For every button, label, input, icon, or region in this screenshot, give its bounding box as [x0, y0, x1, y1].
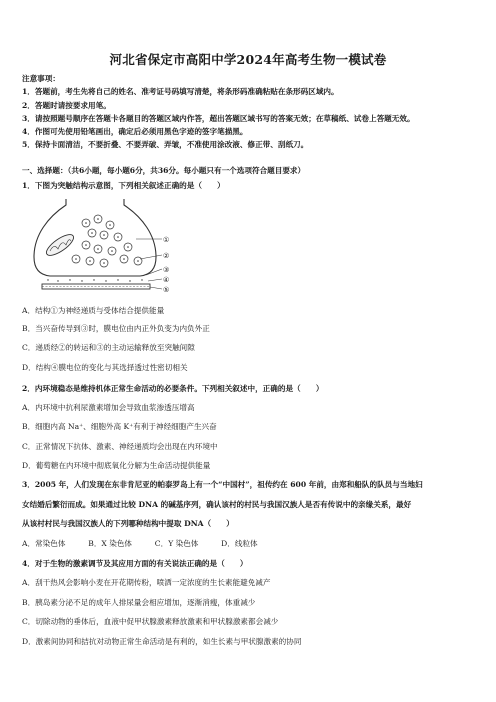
q2-option-c: C．正常情况下抗体、激素、神经递质均会出现在内环境中: [22, 442, 218, 451]
q4-option-c: C．切除动物的垂体后，血液中促甲状腺激素释放激素和甲状腺激素都会减少: [22, 617, 279, 626]
note-item: 4．作图可先使用铅笔画出，确定后必须用黑色字迹的签字笔描黑。: [22, 127, 248, 136]
q4-option-d: D．激素间协同和拮抗对动物正常生命活动是有利的，如生长素与甲状腺激素的协同: [22, 637, 302, 646]
q4-option-b: B．胰岛素分泌不足的成年人排尿量会相应增加，逐渐消瘦，体重减少: [22, 598, 256, 607]
q3-stem-line-2: 女结婚后繁衍而成。如果通过比较 DNA 的碱基序列，确认该村的村民与我国汉族人是否有传说中的亲缘关系，最好: [22, 500, 412, 509]
q4-stem: 4．对于生物的激素调节及其应用方面的有关说法正确的是（ ）: [22, 559, 248, 568]
q1-option-c: C．递质经②的转运和③的主动运输释放至突触间隙: [22, 343, 195, 352]
label-2: ②: [163, 252, 170, 260]
page-title: 河北省保定市高阳中学2024年高考生物一模试卷: [109, 52, 387, 67]
postsynaptic-membrane: [42, 284, 150, 289]
q1-stem: 1．下图为突触结构示意图，下列相关叙述正确的是（ ）: [22, 181, 225, 190]
note-item: 1．答题前，考生先将自己的姓名、准考证号码填写清楚，将条形码准确粘贴在条形码区域内。: [22, 87, 339, 96]
cleft-transmitter-dots: [47, 279, 142, 281]
note-item: 2．答题时请按要求用笔。: [22, 101, 111, 110]
notes-heading: 注意事项：: [22, 74, 60, 83]
q1-option-d: D．结构④膜电位的变化与其选择透过性密切相关: [22, 363, 188, 372]
q1-option-a: A．结构①为神经递质与受体结合提供能量: [22, 306, 165, 315]
q4-option-a: A．刮干热风会影响小麦在开花期传粉，喷洒一定浓度的生长素能避免减产: [22, 578, 271, 587]
q2-option-a: A．内环境中抗利尿激素增加会导致血浆渗透压增高: [22, 403, 195, 412]
synapse-diagram: [28, 195, 178, 295]
label-5: ⑤: [163, 286, 170, 294]
label-1: ①: [163, 236, 170, 244]
q3-options: A．常染色体 B．X 染色体 C．Y 染色体 D．线粒体: [22, 539, 258, 548]
note-item: 5．保持卡面清洁，不要折叠、不要弄破、弄皱，不准使用涂改液、修正带、刮纸刀。: [22, 140, 309, 149]
q3-stem-line-1: 3．2005 年，人们发现在东非肯尼亚的帕泰罗岛上有一个“中国村”，祖传约在 600 年前，由郑和船队的队员与当地妇: [22, 480, 423, 489]
q2-option-d: D．葡萄糖在内环境中彻底氧化分解为生命活动提供能量: [22, 461, 211, 470]
q1-option-b: B．当兴奋传导到③时，膜电位由内正外负变为内负外正: [22, 324, 210, 333]
synaptic-vesicles: [72, 215, 142, 267]
q3-stem-line-3: 从该村村民与我国汉族人的下列哪种结构中提取 DNA（ ）: [22, 519, 234, 528]
mitochondrion: [43, 231, 76, 259]
section-heading: 一、选择题：（共6小题，每小题6分，共36分。每小题只有一个选项符合题目要求）: [22, 166, 306, 175]
q2-stem: 2．内环境稳态是维持机体正常生命活动的必要条件。下列相关叙述中，正确的是（ ）: [22, 384, 324, 393]
synapse-svg: [28, 195, 178, 295]
q2-option-b: B．细胞内高 Na⁺、细胞外高 K⁺有利于神经细胞产生兴奋: [22, 422, 217, 431]
label-3: ③: [163, 266, 170, 274]
label-4: ④: [163, 276, 170, 284]
note-item: 3．请按照题号顺序在答题卡各题目的答题区域内作答，超出答题区域书写的答案无效；在草稿纸、试卷上答题无效。: [22, 114, 415, 123]
